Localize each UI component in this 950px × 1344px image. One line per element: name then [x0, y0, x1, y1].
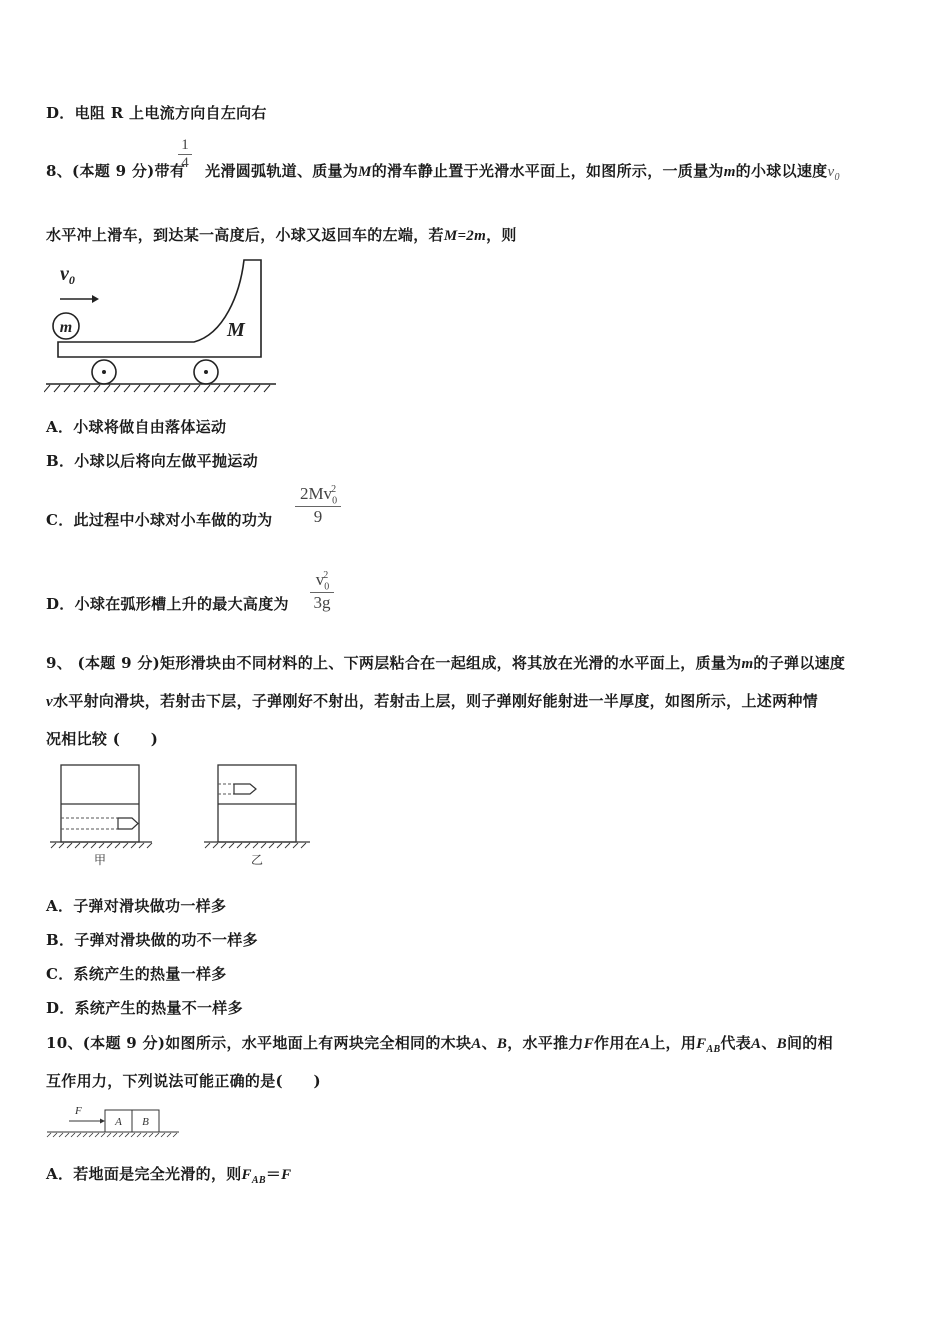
q10-line1-b: ，水平推力 — [507, 1034, 584, 1052]
q8-frac-den: 4 — [181, 155, 189, 171]
q8-cart-figure — [44, 254, 284, 394]
q8-line-1 — [46, 160, 840, 183]
q8-var-v0-sub: 0 — [834, 172, 840, 183]
q8-number: 8、 — [46, 162, 73, 180]
q10-fig-B: B — [142, 1116, 149, 1128]
q8-text-c: 的滑车静止置于光滑水平面上，如图所示，一质量为 — [371, 162, 724, 180]
q10-sep: 、 — [481, 1034, 497, 1052]
q8-option-c: C．此过程中小球对小车做的功为 — [46, 511, 273, 529]
q10-var-FAB-sub: AB — [706, 1044, 721, 1055]
q9-line1-a: 9、 (本题 9 分)矩形滑块由不同材料的上、下两层粘合在一起组成，将其放在光滑的水平面上，质量为 — [46, 654, 742, 672]
q8-c-den: 9 — [313, 507, 323, 527]
svg-text:v0 — [60, 263, 75, 287]
q8-d-num: v — [315, 570, 325, 589]
q8-d-num-sup: 2 — [323, 570, 329, 582]
q9-option-c: C．系统产生的热量一样多 — [46, 965, 227, 983]
q8-c-num: 2Mv — [299, 484, 333, 503]
q8-line2-a: 水平冲上滑车，到达某一高度后，小球又返回车的左端，若 — [46, 226, 444, 244]
q8-option-d-fraction — [310, 570, 334, 613]
q8-c-num-sup: 2 — [331, 484, 337, 496]
q10-var-A2: A — [639, 1036, 651, 1052]
q8-condition: M=2m — [443, 228, 487, 244]
q8-option-d: D．小球在弧形槽上升的最大高度为 — [46, 595, 289, 613]
q9-var-m: m — [741, 656, 754, 672]
q8-d-den: 3g — [313, 593, 331, 613]
q10-option-a-text: A．若地面是完全光滑的，则 — [46, 1165, 242, 1183]
q10-var-B3: B — [776, 1036, 787, 1052]
q8-var-m: m — [723, 164, 736, 180]
q9-line-2 — [46, 690, 818, 711]
q8-text-b: 光滑圆弧轨道、质量为 — [205, 162, 359, 180]
q7-option-d: D．电阻 R 上电流方向自左向右 — [46, 104, 267, 122]
q8-fig-v0-sub: 0 — [68, 273, 75, 287]
q8-var-v0: v — [827, 164, 835, 180]
q10-line1-c: 作用在 — [594, 1034, 640, 1052]
q10-line-1 — [46, 1032, 833, 1055]
q9-blocks-figure — [48, 762, 318, 872]
q8-d-num-sub: 0 — [324, 581, 330, 593]
q8-line2-b: ，则 — [486, 226, 517, 244]
q10-fig-F: F — [75, 1105, 82, 1117]
q10-var-A: A — [471, 1036, 482, 1052]
q10-fig-A: A — [115, 1116, 122, 1128]
q8-option-a: A．小球将做自由落体运动 — [46, 418, 227, 436]
q10-line1-f: 间的相 — [786, 1034, 833, 1052]
q9-fig-label-right: 乙 — [250, 853, 264, 867]
q10-var-F: F — [583, 1036, 595, 1052]
q10-option-a-sub: AB — [251, 1175, 266, 1186]
q10-line1-e: 代表 — [720, 1034, 752, 1052]
q8-text-d: 的小球以速度 — [735, 162, 828, 180]
q8-line-2 — [46, 224, 517, 245]
q8-option-c-fraction — [295, 484, 341, 527]
q10-option-a-F: F — [241, 1167, 252, 1183]
q10-line1-a: 10、(本题 9 分)如图所示，水平地面上有两块完全相同的木块 — [46, 1034, 472, 1052]
q10-option-a — [46, 1163, 291, 1186]
q8-fig-ball-label: m — [59, 319, 73, 336]
q9-var-v: v — [46, 694, 53, 710]
q10-option-a-eq: ＝ — [265, 1165, 282, 1183]
q9-line-3: 况相比较 ( ) — [46, 730, 159, 748]
q8-var-M: M — [358, 164, 372, 180]
q8-frac-num: 1 — [181, 137, 189, 153]
q9-option-b: B．子弹对滑块做的功不一样多 — [46, 931, 258, 949]
q10-var-FAB: F — [696, 1036, 707, 1052]
q9-fig-label-left: 甲 — [93, 853, 107, 867]
q10-blocks-figure — [45, 1104, 185, 1140]
q10-var-B: B — [496, 1036, 508, 1052]
q8-points: (本题 9 分) — [72, 162, 155, 180]
q10-option-a-F2: F — [281, 1167, 292, 1183]
q9-option-d: D．系统产生的热量不一样多 — [46, 999, 243, 1017]
q9-line1-b: 的子弹以速度 — [753, 654, 846, 672]
q9-line-1 — [46, 652, 845, 673]
q8-fig-cart-label: M — [227, 319, 245, 341]
q8-option-b: B．小球以后将向左做平抛运动 — [46, 452, 258, 470]
q8-fig-v0: v — [60, 263, 69, 285]
q10-sep2: 、 — [761, 1034, 777, 1052]
q10-line-2: 互作用力，下列说法可能正确的是( ) — [46, 1072, 321, 1090]
q8-text-a: 带有 — [154, 162, 186, 180]
q10-line1-d: 上，用 — [650, 1034, 697, 1052]
q9-option-a: A．子弹对滑块做功一样多 — [46, 897, 227, 915]
q9-line2-text: 水平射向滑块，若射击下层，子弹刚好不射出，若射击上层，则子弹刚好能射进一半厚度，如图所示，上述两种情 — [52, 692, 818, 710]
q10-var-A3: A — [751, 1036, 762, 1052]
q8-c-num-sub: 0 — [332, 495, 338, 507]
q8-quarter-fraction — [178, 137, 192, 172]
